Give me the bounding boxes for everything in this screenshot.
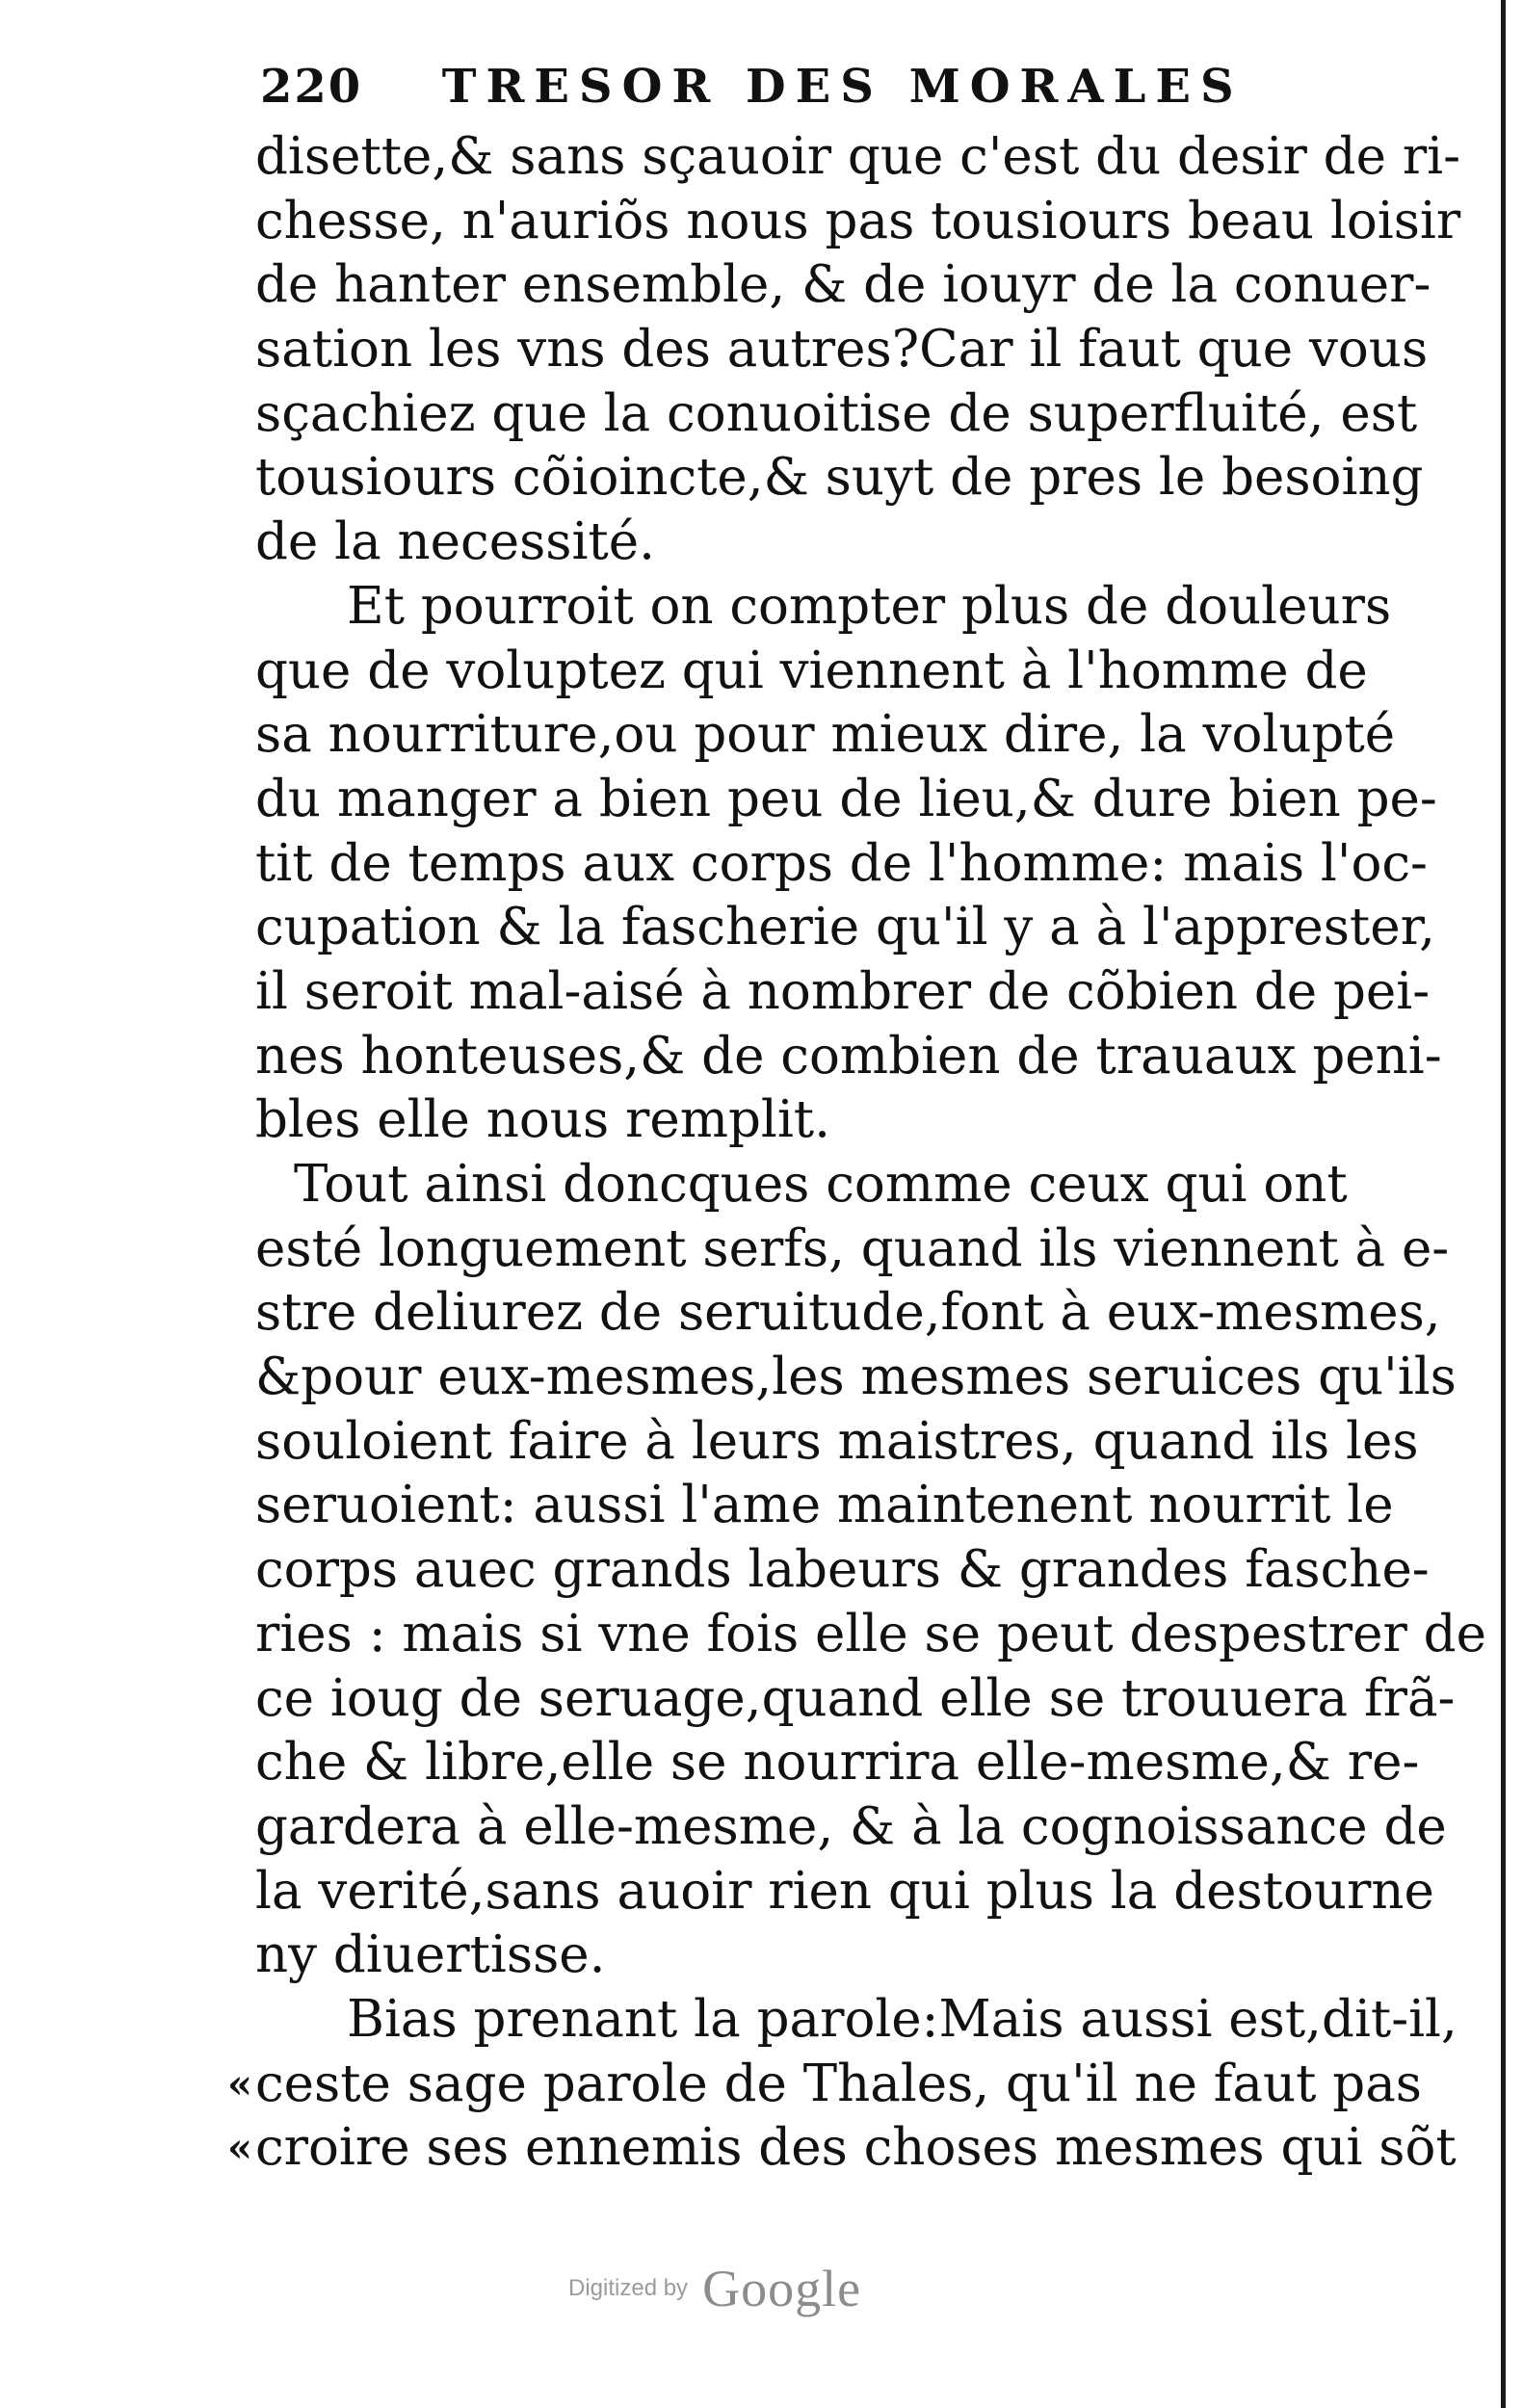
text-line: sçachiez que la conuoitise de superfluité, est xyxy=(255,383,1418,443)
text-line: sation les vns des autres?Car il faut que vous xyxy=(255,320,1429,380)
text-line: ce ioug de seruage,quand elle se trouuera frã- xyxy=(255,1668,1456,1728)
page-edge-rule xyxy=(1501,0,1506,2408)
text-line: seruoient: aussi l'ame maintenent nourrit le xyxy=(255,1476,1394,1535)
text-line: tousiours cõioincte,& suyt de pres le besoing xyxy=(255,448,1424,508)
text-line: stre deliurez de seruitude,font à eux-mesmes, xyxy=(255,1283,1441,1343)
margin-quote-mark: « xyxy=(226,2059,253,2107)
digitization-footer xyxy=(568,2259,1050,2336)
text-line: la verité,sans auoir rien qui plus la destourne xyxy=(255,1861,1434,1921)
text-line: &pour eux-mesmes,les mesmes seruices qu'ils xyxy=(255,1348,1457,1407)
margin-quote-mark: « xyxy=(226,2124,253,2172)
text-line: disette,& sans sçauoir que c'est du desir de ri- xyxy=(255,127,1461,186)
text-line: tit de temps aux corps de l'homme: mais l'oc- xyxy=(255,833,1428,893)
text-line: gardera à elle-mesme, & à la cognoissance de xyxy=(255,1796,1447,1856)
paragraph-start-line: Et pourroit on compter plus de douleurs xyxy=(347,576,1392,636)
running-head xyxy=(260,60,1244,127)
text-line: ries : mais si vne fois elle se peut despestrer de xyxy=(255,1604,1486,1663)
text-line: de hanter ensemble, & de iouyr de la conuer- xyxy=(255,255,1431,315)
text-line: cupation & la fascherie qu'il y a à l'apprester, xyxy=(255,898,1435,957)
text-line: che & libre,elle se nourrira elle-mesme,& re- xyxy=(255,1733,1420,1793)
page-number: 220 xyxy=(260,60,363,114)
text-line: ny diuertisse. xyxy=(255,1925,606,1985)
body-text xyxy=(226,125,1486,2181)
text-line: du manger a bien peu de lieu,& dure bien pe- xyxy=(255,769,1437,828)
text-line: chesse, n'auriõs nous pas tousiours beau loisir xyxy=(255,191,1461,250)
paragraph-start-line: Bias prenant la parole:Mais aussi est,dit-il, xyxy=(347,1989,1457,2049)
paragraph-start-line: Tout ainsi doncques comme ceux qui ont xyxy=(294,1155,1348,1214)
digitized-by-label: Digitized by xyxy=(568,2275,689,2301)
text-line: bles elle nous remplit. xyxy=(255,1090,830,1150)
text-line: de la necessité. xyxy=(255,512,655,572)
text-line: corps auec grands labeurs & grandes fasche- xyxy=(255,1540,1430,1600)
text-line: que de voluptez qui viennent à l'homme de xyxy=(255,641,1368,700)
running-title: TRESOR DES MORALES xyxy=(441,60,1244,114)
text-line: souloient faire à leurs maistres, quand ils les xyxy=(255,1411,1419,1471)
text-line: il seroit mal-aisé à nombrer de cõbien de pei- xyxy=(255,961,1431,1021)
quoted-text-line: « croire ses ennemis des choses mesmes qui sõt xyxy=(255,2116,1373,2181)
quoted-text-line: « ceste sage parole de Thales, qu'il ne faut pas xyxy=(255,2053,1373,2117)
google-logo: Google xyxy=(702,2260,862,2317)
text-line: esté longuement serfs, quand ils viennent à e- xyxy=(255,1218,1450,1278)
text-line: nes honteuses,& de combien de trauaux peni- xyxy=(255,1026,1442,1086)
text-line: sa nourriture,ou pour mieux dire, la volupté xyxy=(255,705,1396,765)
